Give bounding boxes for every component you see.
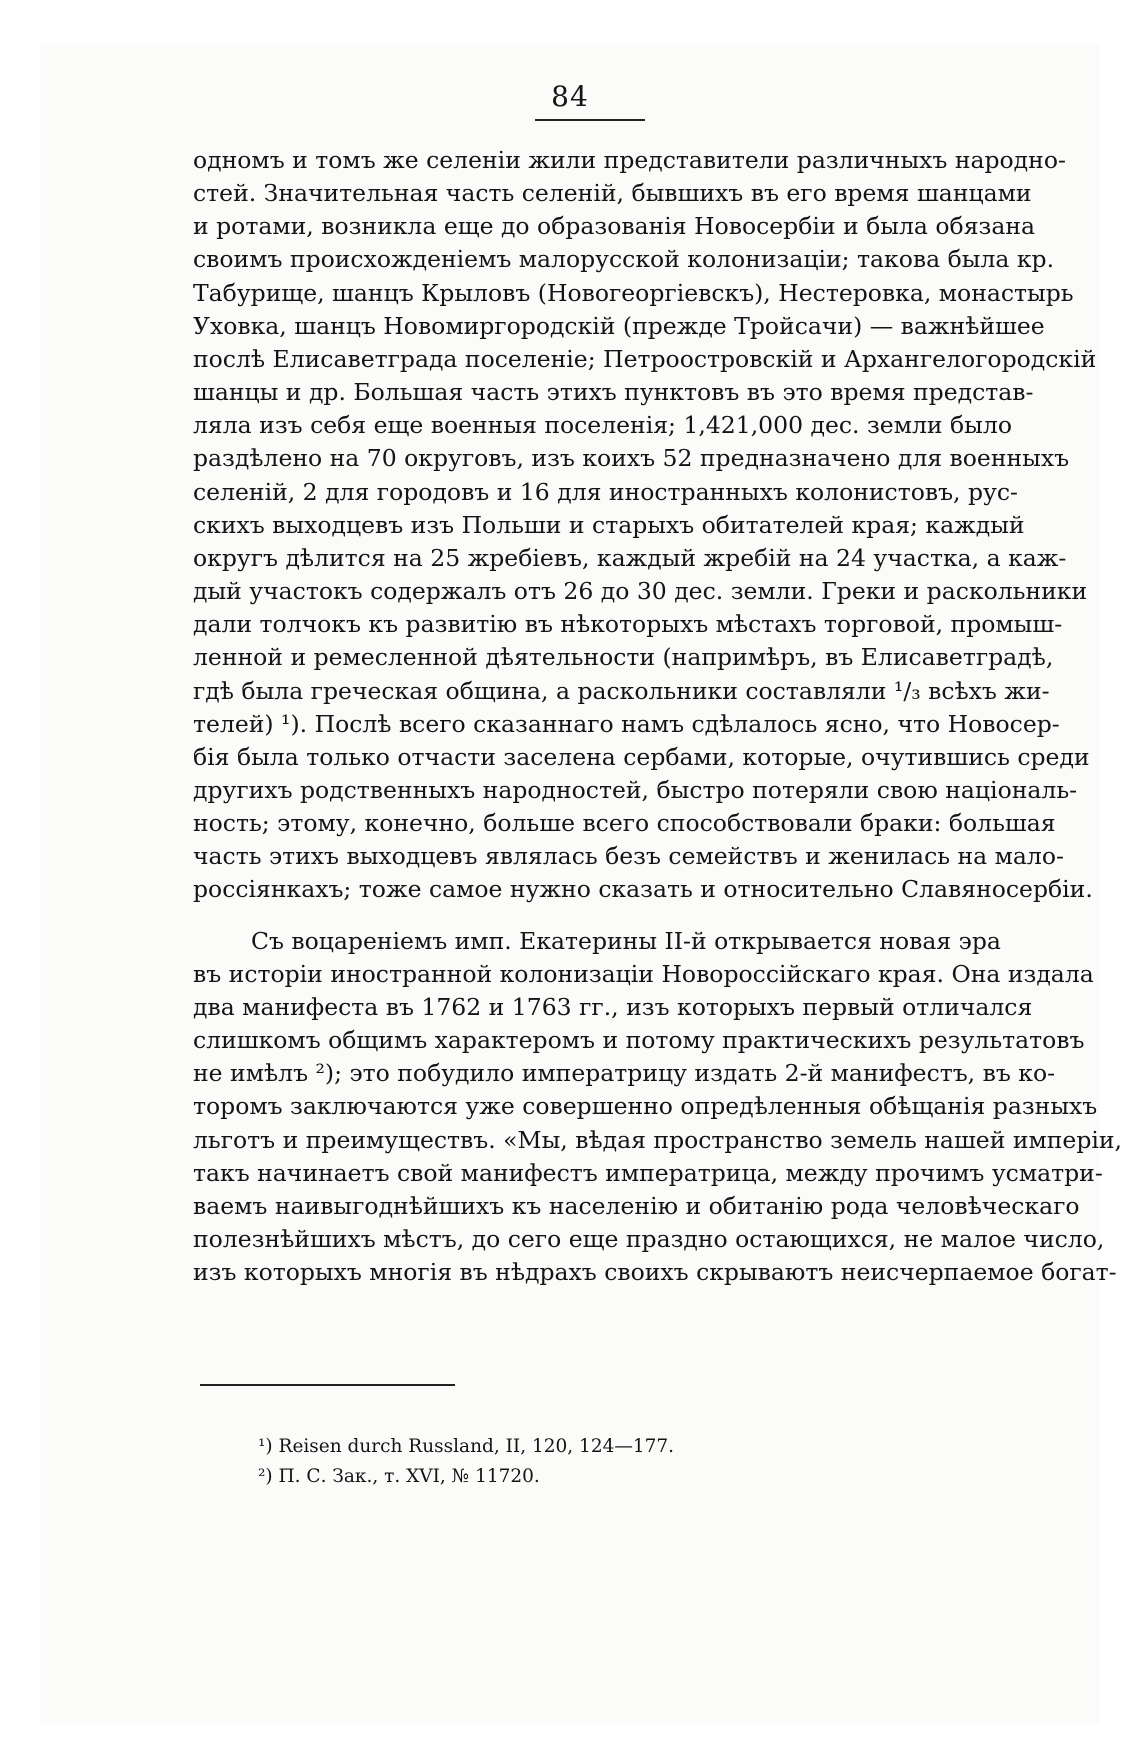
footnote-separator: [200, 1384, 455, 1386]
text-line: послѣ Елисаветграда поселенiе; Петроостровскiй и Архангелогородскiй: [193, 344, 1097, 373]
page-number: 84: [551, 80, 589, 113]
text-line: часть этихъ выходцевъ являлась безъ семействъ и женилась на мало-: [193, 842, 1064, 871]
text-line: дали толчокъ къ развитiю въ нѣкоторыхъ мѣстахъ торговой, промыш-: [193, 610, 1063, 639]
text-line: шанцы и др. Большая часть этихъ пунктовъ въ это время представ-: [193, 378, 1034, 407]
footnotes: [258, 1432, 674, 1492]
text-line: полезнѣйшихъ мѣстъ, до сего еще праздно остающихся, не малое число,: [193, 1225, 1105, 1253]
text-line: и ротами, возникла еще до образованiя Новосербiи и была обязана: [193, 212, 1036, 241]
text-line: изъ которыхъ многiя въ нѣдрахъ своихъ скрываютъ неисчерпаемое богат-: [193, 1258, 1117, 1287]
text-line: бiя была только отчасти заселена сербами, которые, очутившись среди: [193, 742, 1090, 771]
text-line: два манифеста въ 1762 и 1763 гг., изъ которыхъ первый отличался: [193, 992, 1033, 1021]
paragraph-1: [193, 144, 1097, 907]
text-line: скихъ выходцевъ изъ Польши и старыхъ обитателей края; каждый: [193, 510, 1025, 539]
text-line: слишкомъ общимъ характеромъ и потому практическихъ результатовъ: [193, 1026, 1085, 1055]
text-line: дый участокъ содержалъ отъ 26 до 30 дес. земли. Греки и раскольники: [193, 577, 1088, 606]
footnote-1: ¹) Reisen durch Russland, II, 120, 124—177.: [258, 1436, 675, 1457]
text-line: не имѣлъ ²); это побудило императрицу издать 2-й манифестъ, въ ко-: [193, 1059, 1056, 1088]
text-line: ность; этому, конечно, больше всего способствовали браки: большая: [193, 809, 1056, 838]
text-line: Уховка, шанцъ Новомиргородскiй (прежде Тройсачи) — важнѣйшее: [193, 311, 1045, 340]
text-line: одномъ и томъ же селенiи жили представители различныхъ народно-: [193, 146, 1066, 174]
text-line: такъ начинаетъ свой манифестъ императрица, между прочимъ усматри-: [193, 1158, 1103, 1187]
text-line: въ исторiи иностранной колонизацiи Новороссiйскаго края. Она издала: [193, 959, 1094, 988]
page-number-underline: [535, 119, 645, 121]
footnote-2: ²) П. С. Зак., т. XVI, № 11720.: [258, 1466, 540, 1487]
text-line: гдѣ была греческая община, а раскольники составляли ¹/₃ всѣхъ жи-: [193, 676, 1050, 705]
text-line: своимъ происхожденiемъ малорусской колонизацiи; такова была кр.: [193, 245, 1055, 274]
text-line: льготъ и преимуществъ. «Мы, вѣдая пространство земель нашей имперiи,: [193, 1125, 1123, 1154]
text-line: ваемъ наивыгоднѣйшихъ къ населенiю и обитанiю рода человѣческаго: [193, 1191, 1080, 1220]
text-line: Табурище, шанцъ Крыловъ (Новогеоргiевскъ), Нестеровка, монастырь: [193, 278, 1074, 307]
text-line: округъ дѣлится на 25 жребiевъ, каждый жребiй на 24 участка, а каж-: [193, 543, 1067, 572]
paragraph-2: [193, 925, 1123, 1290]
body-text: [193, 144, 1123, 1289]
text-line: другихъ родственныхъ народностей, быстро потеряли свою нацiональ-: [193, 775, 1078, 804]
text-line: телей) ¹). Послѣ всего сказаннаго намъ сдѣлалось ясно, что Новосер-: [193, 709, 1060, 738]
text-line: селенiй, 2 для городовъ и 16 для иностранныхъ колонистовъ, рус-: [193, 477, 1018, 506]
text-line: россiянкахъ; тоже самое нужно сказать и относительно Славяносербiи.: [193, 875, 1093, 904]
text-line: ляла изъ себя еще военныя поселенiя; 1,421,000 дес. земли было: [193, 411, 1012, 440]
text-line: Съ воцаренiемъ имп. Екатерины II-й открывается новая эра: [251, 926, 1001, 955]
text-line: ленной и ремесленной дѣятельности (напримѣръ, въ Елисаветградѣ,: [193, 643, 1054, 672]
text-line: раздѣлено на 70 округовъ, изъ коихъ 52 предназначено для военныхъ: [193, 444, 1070, 473]
text-line: торомъ заключаются уже совершенно опредѣленныя обѣщанiя разныхъ: [193, 1092, 1098, 1121]
text-line: стей. Значительная часть селенiй, бывшихъ въ его время шанцами: [193, 179, 1032, 208]
